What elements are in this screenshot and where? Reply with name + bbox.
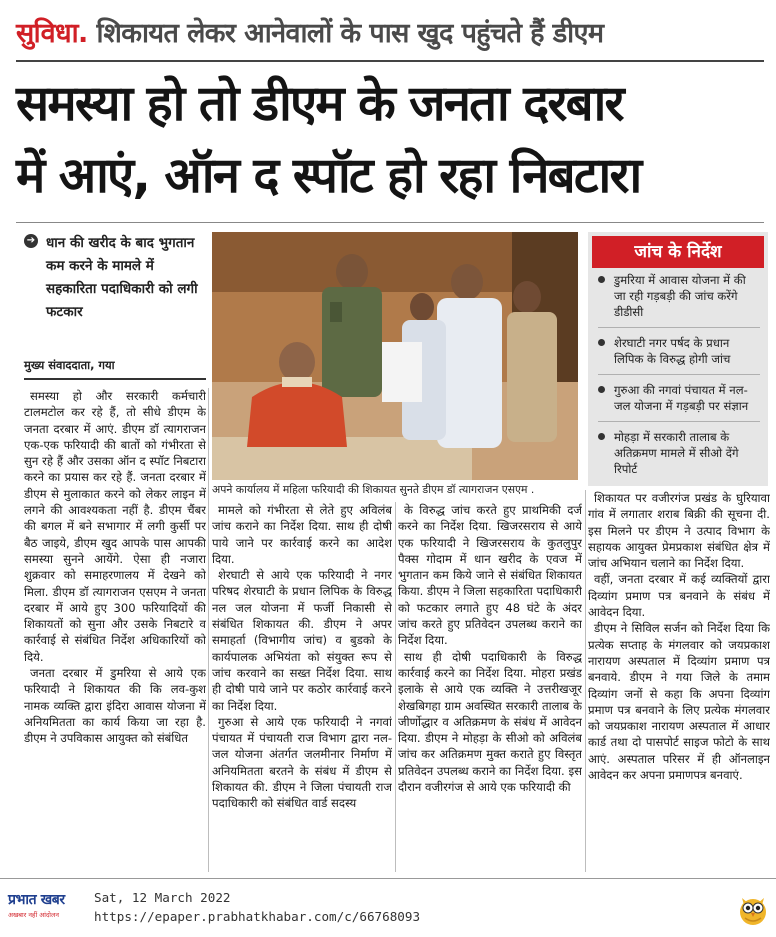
paragraph: शेरघाटी से आये एक फरियादी ने नगर परिषद शेरघाटी के प्रधान लिपिक के विरुद्ध नल जल योजना में फर्जी निकासी से संबंधित शिकायत की. डीएम ने अपर समाहर्ता (विभागीय जांच) व बुडको के कार्यपालक अभियंता को संयुक्त रूप से जांच करवाने का सख्त निर्देश दिया. साथ ही दोषी पाये जाने पर कठोर कार्रवाई करने का निर्देश दिया. bbox=[212, 568, 392, 713]
article-column-4 bbox=[588, 490, 770, 872]
kicker-text: शिकायत लेकर आनेवालों के पास खुद पहुंचते हैं डीएम bbox=[96, 18, 604, 49]
arrow-icon: ➔ bbox=[24, 234, 38, 248]
headline-line-1: समस्या हो तो डीएम के जनता दरबार bbox=[16, 75, 623, 132]
bullet-icon bbox=[598, 276, 605, 283]
paragraph: गुरुआ से आये एक फरियादी ने नगवां पंचायत में पंचायती राज विभाग द्वारा नल-जल योजना अंतर्गत जलमीनार निर्माण में अनियमितता बरतने के संबंध में डीएम से शिकायत की. डीएम ने जिला पंचायती राज पदाधिकारी को संबंधित वार्ड सदस्य bbox=[212, 714, 392, 811]
paragraph: जनता दरबार में डुमरिया से आये एक फरियादी ने शिकायत की कि लव-कुश नामक व्यक्ति द्वारा इंदिरा आवास योजना में अनियमितता का कार्य किया जा रहा है. डीएम ने उपविकास आयुक्त को संबंधित bbox=[24, 666, 206, 746]
article-column-3 bbox=[398, 502, 582, 872]
edition-meta bbox=[94, 888, 420, 926]
paragraph: समस्या हो और सरकारी कर्मचारी टालमटोल कर रहे हैं, तो सीधे डीएम के जनता दरबार में आएं. डीएम डॉ त्यागराजन एक-एक फरियादी की बातों को गंभीरता से सुन रहे हैं और उसका ऑन द स्पॉट निबटारा करने का प्रयास कर रहे हैं. जनता दरबार में डीएम से मुलाकात करने को लेकर लाइन में लगने की आवश्यकता नहीं है. डीएम चैंबर की बगल में बने सभागार में लगी कुर्सी पर बैठ जाइये, डीएम खुद आपके पास आपकी समस्या सुनने आयेंगे. ऐसा ही नजारा शुक्रवार को समाहरणालय में देखने को मिला. डीएम डॉ त्यागराजन एसएम ने जनता दरबार में आये हुए 300 फरियादियों की शिकायतों को सुना और उसके निबटारे व कार्रवाई से संबंधित निर्देश अधिकारियों को दिये. bbox=[24, 389, 206, 664]
paragraph: के विरुद्ध जांच करते हुए प्राथमिकी दर्ज करने का निर्देश दिया. खिजरसराय से आये एक फरियादी ने खिजरसराय के कुतलुपुर पैक्स गोदाम में धान खरीद के एवज में भुगतान कम किये जाने से संबंधित शिकायत किया. डीएम ने जिला सहकारिता पदाधिकारी को फटकार लगाते हुए 48 घंटे के अंदर जांच करते हुए प्रतिवेदन उपलब्ध कराने का निर्देश दिया. bbox=[398, 503, 582, 648]
list-item-text: शेरघाटी नगर पर्षद के प्रधान लिपिक के विरुद्ध होगी जांच bbox=[614, 336, 731, 366]
column-divider bbox=[208, 388, 209, 872]
divider bbox=[16, 222, 764, 223]
deck bbox=[24, 232, 204, 324]
list-item-text: गुरुआ की नगवां पंचायत में नल-जल योजना में गड़बड़ी पर संज्ञान bbox=[614, 383, 749, 413]
footer bbox=[0, 878, 776, 937]
column-divider bbox=[395, 502, 396, 872]
byline: मुख्य संवाददाता, गया bbox=[24, 358, 115, 372]
owl-icon bbox=[738, 892, 768, 926]
news-photo bbox=[212, 232, 578, 480]
edition-url[interactable]: https://epaper.prabhatkhabar.com/c/66768093 bbox=[94, 909, 421, 924]
divider bbox=[24, 378, 206, 380]
divider bbox=[16, 60, 764, 62]
divider bbox=[0, 878, 776, 879]
paragraph: शिकायत पर वजीरगंज प्रखंड के घुरियावा गांव में लगातार शराब बिक्री की सूचना दी. इस मिलने पर डीएम ने उत्पाद विभाग के सहायक आयुक्त प्रेमप्रकाश संबंधित क्षेत्र में जांच अभियान चलाने का निर्देश दिया. bbox=[588, 491, 770, 571]
list-item bbox=[598, 382, 760, 422]
bullet-icon bbox=[598, 339, 605, 346]
sidebar-box bbox=[588, 232, 768, 486]
article-column-2 bbox=[212, 502, 392, 872]
list-item-text: डुमरिया में आवास योजना में की जा रही गड़बड़ी की जांच करेंगे डीडीसी bbox=[614, 273, 746, 319]
logo-tagline: अखबार नहीं आंदोलन bbox=[8, 911, 60, 919]
sidebar-title: जांच के निर्देश bbox=[592, 236, 764, 268]
article-column-1 bbox=[24, 388, 206, 872]
bullet-icon bbox=[598, 386, 605, 393]
publication-logo bbox=[8, 890, 94, 926]
kicker-label: सुविधा. bbox=[16, 18, 88, 49]
photo-illustration bbox=[212, 232, 578, 480]
logo-name: प्रभात खबर bbox=[8, 892, 65, 908]
paragraph: डीएम ने सिविल सर्जन को निर्देश दिया कि प्रत्येक सप्ताह के मंगलवार को जयप्रकाश नारायण अस्पताल में दिव्यांग प्रमाण पत्र बनवाये. डीएम ने गया जिले के तमाम दिव्यांग जनों से कहा कि अपना दिव्यांग प्रमाण पत्र बनवाने के लिए प्रत्येक मंगलवार को जयप्रकाश नारायण अस्पताल में आधार कार्ड तथा दो पासपोर्ट साइज फोटो के साथ आएं. अस्पताल परिसर में ही ऑनलाइन आवेदन कर अपना प्रमाणपत्र बनवाएं. bbox=[588, 621, 770, 783]
paragraph: मामले को गंभीरता से लेते हुए अविलंब जांच कराने का निर्देश दिया. साथ ही दोषी पाये जाने पर कार्रवाई करने का आदेश दिया. bbox=[212, 503, 392, 566]
bullet-icon bbox=[598, 433, 605, 440]
list-item bbox=[598, 335, 760, 375]
list-item bbox=[598, 272, 760, 328]
column-divider bbox=[585, 490, 586, 872]
photo-caption: अपने कार्यालय में महिला फरियादी की शिकायत सुनते डीएम डॉ त्यागराजन एसएम . bbox=[212, 483, 535, 496]
deck-text: धान की खरीद के बाद भुगतान कम करने के मामले में सहकारिता पदाधिकारी को लगी फटकार bbox=[46, 235, 198, 320]
paragraph: साथ ही दोषी पदाधिकारी के विरुद्ध कार्रवाई करने का निर्देश दिया. मोहरा प्रखंड इलाके से आये एक व्यक्ति ने उत्तरीखजूर शेखबिगहा ग्राम अवस्थित सरकारी तालाब के जीर्णोद्धार व अतिक्रमण के संबंध में आवेदन दिया. डीएम ने मोहड़ा के सीओ को अविलंब जांच कर अतिक्रमण मुक्त कराते हुए विस्तृत प्रतिवेदन उपलब्ध कराने का निर्देश दिया. इस दौरान वजीरगंज से आये एक फरियादी की bbox=[398, 649, 582, 795]
headline bbox=[16, 68, 766, 212]
list-item bbox=[598, 429, 760, 484]
kicker bbox=[16, 10, 766, 58]
edition-date: Sat, 12 March 2022 bbox=[94, 890, 231, 905]
sidebar-list bbox=[588, 272, 768, 484]
headline-line-2: में आएं, ऑन द स्पॉट हो रहा निबटारा bbox=[16, 147, 641, 204]
list-item-text: मोहड़ा में सरकारी तालाब के अतिक्रमण मामले में सीओ देंगे रिपोर्ट bbox=[614, 430, 739, 476]
paragraph: वहीं, जनता दरबार में कई व्यक्तियों द्वारा दिव्यांग प्रमाण पत्र बनवाने के संबंध में आवेदन दिया. bbox=[588, 572, 770, 620]
